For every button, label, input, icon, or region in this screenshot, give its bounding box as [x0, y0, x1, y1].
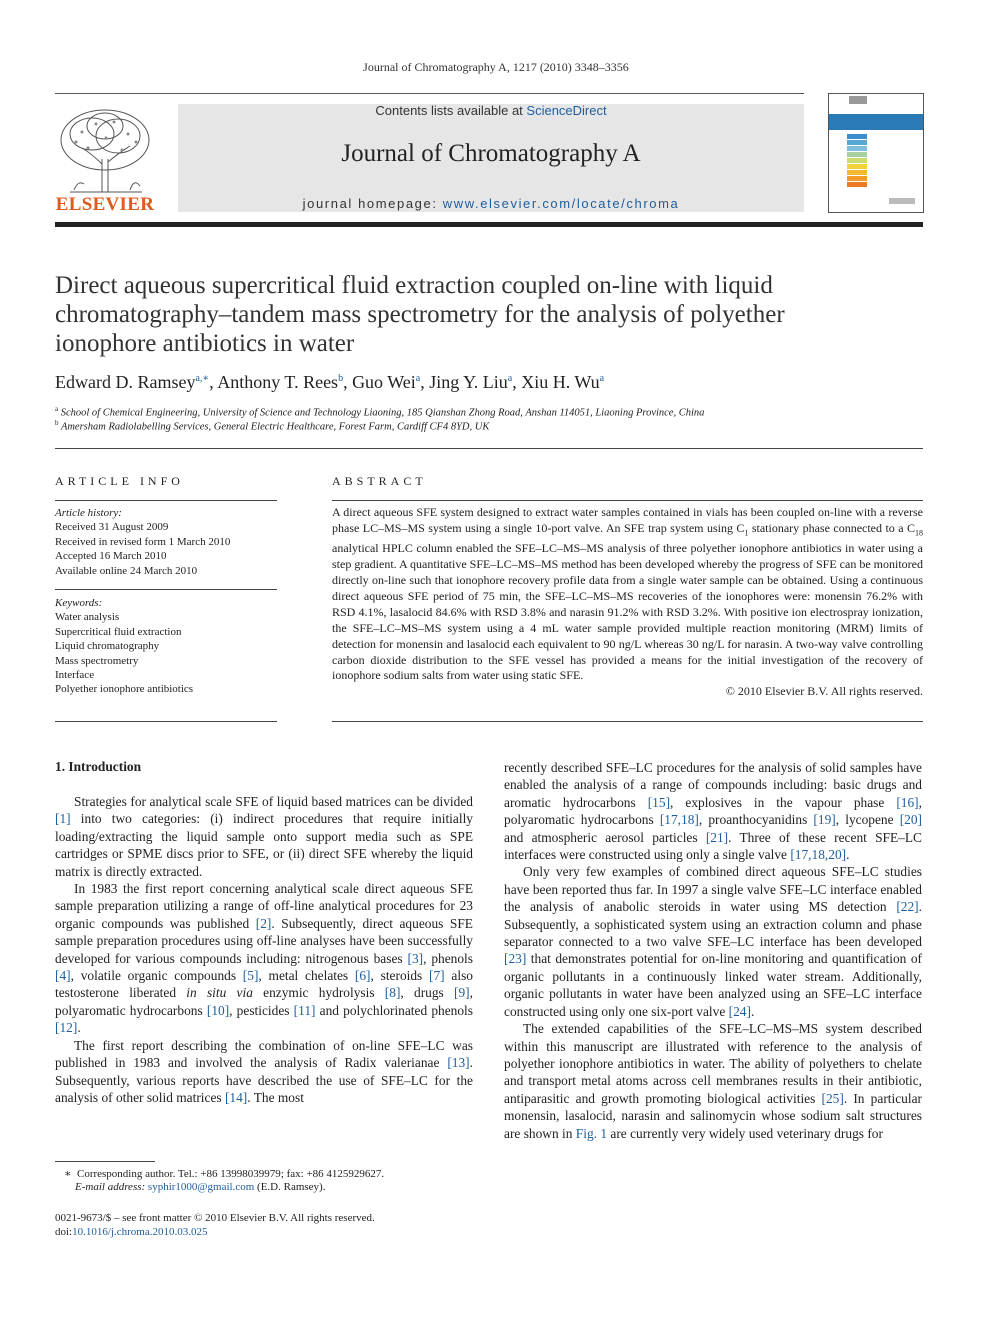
reference-link[interactable]: [1] [55, 811, 71, 827]
contents-availability [178, 103, 804, 118]
keyword: Interface [55, 669, 95, 682]
reference-link[interactable]: [3] [407, 950, 424, 966]
body-text: and polychlorinated phenols [315, 1002, 473, 1018]
section-divider [55, 448, 923, 449]
reference-link[interactable]: [22] [896, 899, 919, 915]
history-item: Accepted 16 March 2010 [55, 550, 167, 563]
article-info-heading: ARTICLE INFO [55, 474, 184, 488]
journal-name: Journal of Chromatography A [341, 140, 641, 167]
journal-citation: Journal of Chromatography A, 1217 (2010) 3348–3356 [363, 60, 629, 74]
body-text: . The most [247, 1089, 304, 1105]
body-text: , metal chelates [258, 968, 355, 984]
author: Edward D. Ramsey$^{a,∗}$, [55, 372, 218, 392]
reference-link[interactable]: [7] [429, 968, 445, 984]
body-text: . In particular monensin, lasalocid, narasin and salinomycin whose sodium salt structures are shown in [504, 1090, 922, 1141]
body-text: . Three of these recent SFE–LC interfaces were constructed using only a single valve [504, 829, 922, 863]
reference-link[interactable]: [16] [896, 794, 919, 810]
reference-link[interactable]: [4] [55, 968, 71, 984]
reference-link[interactable]: [14] [224, 1089, 248, 1105]
body-text: . [846, 847, 850, 863]
body-text: that demonstrates potential for on-line monitoring and quantification of organic pollutants in a continuously linked water stream. Additionally, organic pollutants in water have been analyzed using an SFE–LC interface constructed using only one six-port valve [504, 951, 922, 1019]
history-item: Received 31 August 2009 [55, 521, 169, 534]
reference-link[interactable]: [17,18] [659, 812, 699, 828]
body-right-column [504, 759, 922, 1142]
reference-link[interactable]: [25] [821, 1090, 844, 1106]
issn-line: 0021-9673/$ – see front matter © 2010 Elsevier B.V. All rights reserved. [55, 1212, 375, 1224]
doi-line: doi:10.1016/j.chroma.2010.03.025 [55, 1226, 208, 1238]
body-paragraph [504, 863, 922, 1020]
body-text: In 1983 the first report concerning analytical scale direct aqueous SFE sample preparation utilizing a range of off-line analytical procedures for 23 organic compounds was published [55, 881, 473, 931]
body-text: The first report describing the combination of on-line SFE–LC was published in 1983 and involved the analysis of Radix valerianae [55, 1037, 473, 1071]
keyword: Supercritical fluid extraction [55, 625, 182, 638]
article-info-bottom-rule [55, 721, 277, 722]
body-text: , drugs [400, 985, 455, 1001]
title-line: ionophore antibiotics in water [55, 330, 355, 357]
reference-link[interactable]: [5] [242, 968, 259, 984]
sciencedirect-link[interactable]: ScienceDirect [526, 103, 607, 118]
article-title [55, 271, 915, 358]
affiliation: $^b$ Amersham Radiolabelling Services, General Electric Healthcare, Forest Farm, Cardiff CF4 8YD, UK [55, 419, 490, 433]
body-left-column [55, 793, 473, 1106]
corresponding-footnote: ∗ Corresponding author. Tel.: +86 13998039979; fax: +86 4125929627. [64, 1168, 385, 1180]
article-info-rule [55, 500, 277, 501]
body-text: . [77, 1020, 81, 1036]
reference-link[interactable]: [8] [384, 985, 401, 1001]
body-paragraph [504, 1020, 922, 1142]
body-text: , explosives in the vapour phase [670, 794, 897, 810]
reference-link[interactable]: [11] [293, 1002, 316, 1018]
copyright: © 2010 Elsevier B.V. All rights reserved. [725, 684, 923, 699]
body-text: , volatile organic compounds [70, 968, 243, 984]
body-text: , lycopene [835, 812, 900, 828]
history-item: Received in revised form 1 March 2010 [55, 535, 231, 548]
author: Xiu H. Wu$^a$ [521, 372, 605, 392]
body-paragraph [55, 880, 473, 1037]
body-text: , pesticides [229, 1002, 294, 1018]
homepage-prefix: journal homepage: [302, 196, 443, 211]
body-text: are currently very widely used veterinary drugs for [607, 1125, 883, 1141]
body-text: The extended capabilities of the SFE–LC–MS–MS system described within this manuscript are illustrated with reference to the analysis of polyether ionophore antibiotics in water. The ability of polyethers to chelate and transport metal atoms across cell membranes results in their antibiotic, antiparasitic and growth promoting biological activities [504, 1021, 922, 1106]
body-text: , polyaromatic hydrocarbons [504, 794, 922, 828]
reference-link[interactable]: [20] [899, 812, 922, 828]
body-text: Only very few examples of combined direct aqueous SFE–LC studies have been reported thus far. In 1997 a single valve SFE–LC interface enabled the analysis of anabolic steroids in water using MS detection [504, 864, 922, 915]
reference-link[interactable]: [17,18,20] [790, 847, 847, 863]
article-history [55, 506, 277, 578]
body-text: . [750, 1003, 755, 1019]
author: Jing Y. Liu$^a$, [429, 372, 522, 392]
keyword: Liquid chromatography [55, 640, 160, 653]
homepage-link[interactable]: www.elsevier.com/locate/chroma [442, 196, 680, 211]
body-text: , proanthocyanidins [698, 812, 814, 828]
keywords-rule [55, 589, 277, 590]
footnote-rule [55, 1161, 155, 1162]
reference-link[interactable]: [23] [504, 951, 527, 967]
reference-link[interactable]: [21] [705, 829, 729, 845]
body-text: , steroids [370, 968, 430, 984]
reference-link[interactable]: [19] [813, 812, 836, 828]
abstract-text: A direct aqueous SFE system designed to extract water samples contained in vials has been coupled on-line with a reverse phase LC–MS–MS system using a single 10-port valve. An SFE trap system using $C_1$ stationary phase connected to a $C_{18}$ analytical HPLC column enabled the SFE–LC–MS–MS analysis of three polyether ionophore antibiotics in water using a step gradient. A quantitative SFE–LC–MS–MS method has been developed whereby the progress of SFE can be monitored directly on-line such that ionophore recovery profile data from a single water sample can be obtained. Using a continuous direct aqueous SFE period of 75 min, the SFE–LC–MS–MS recoveries of the ionophores were: monensin 76.2% with RSD 4.1%, lasalocid 84.6% with RSD 3.8% and narasin 91.2% with RSD 3.2%. With positive ion electrospray ionization, the SFE–LC–MS–MS system using a 4 mL water sample provided multiple reaction monitoring (MRM) limits of detection for monensin and lasalocid each equivalent to 90 ng/L whereas 30 ng/L for narasin. A two-way valve controlling carbon dioxide distribution to the SFE vessel has provided a means for the initial investigation of the recovery of ionophore sodium salts from water using static SFE. © 2010 Elsevier B.V. All rights reserved. [332, 505, 923, 699]
reference-link[interactable]: [13] [447, 1055, 470, 1071]
reference-link[interactable]: [15] [647, 794, 671, 810]
author-list [55, 372, 915, 393]
author: Anthony T. Rees$^b$, [217, 372, 353, 392]
journal-cover-thumbnail [828, 93, 924, 213]
header-bottom-rule [55, 222, 923, 227]
reference-link[interactable]: [10] [206, 1002, 230, 1018]
doi-link[interactable]: 10.1016/j.chroma.2010.03.025 [72, 1226, 208, 1238]
keyword: Water analysis [55, 611, 120, 624]
body-text: also testosterone liberated [55, 968, 473, 1001]
body-paragraph [55, 1037, 473, 1107]
reference-link[interactable]: [2] [255, 915, 272, 931]
history-label: Article history: [55, 507, 122, 519]
reference-link[interactable]: [12] [55, 1020, 78, 1036]
history-item: Available online 24 March 2010 [55, 564, 198, 577]
body-text: , polyaromatic hydrocarbons [55, 985, 473, 1018]
title-line: Direct aqueous supercritical fluid extraction coupled on-line with liquid [55, 272, 773, 299]
body-paragraph [504, 759, 922, 863]
affiliation: $^a$ School of Chemical Engineering, University of Science and Technology Liaoning, 185 Qianshan Zhong Road, Anshan 114051, Liaoning Province, China [55, 405, 705, 419]
header-top-rule [55, 93, 804, 94]
email-link[interactable]: syphir1000@gmail.com [147, 1181, 255, 1193]
journal-homepage [178, 196, 804, 211]
body-text: in situ via [186, 985, 253, 1001]
keyword: Polyether ionophore antibiotics [55, 683, 194, 696]
keywords [55, 596, 277, 697]
body-text: . Subsequently, direct aqueous SFE sample preparation procedures using off-line analyses have been successfully developed for various compounds including: nitrogenous bases [55, 915, 473, 966]
keywords-label: Keywords: [55, 597, 103, 609]
elsevier-wordmark: ELSEVIER [55, 194, 155, 215]
body-text: recently described SFE–LC procedures for the analysis of solid samples have enabled the analysis of a range of compounds including: basic drugs and aromatic hydrocarbons [504, 760, 922, 810]
reference-link[interactable]: [24] [728, 1003, 751, 1019]
body-text: and atmospheric aerosol particles [504, 829, 706, 845]
keyword: Mass spectrometry [55, 654, 139, 667]
body-paragraph [55, 793, 473, 880]
abstract-bottom-rule [332, 721, 923, 722]
body-text: enzymic hydrolysis [252, 985, 385, 1001]
title-line: chromatography–tandem mass spectrometry for the analysis of polyether [55, 301, 785, 328]
email-footnote: E-mail address: syphir1000@gmail.com (E.D. Ramsey). [75, 1181, 326, 1193]
section-heading: 1. Introduction [55, 759, 142, 774]
reference-link[interactable]: [6] [354, 968, 371, 984]
reference-link[interactable]: [9] [454, 985, 470, 1001]
body-text: into two categories: (i) indirect procedures that require initially loading/extracting the liquid sample onto support media such as SPE cartridges or SPME discs prior to SFE, or (ii) direct SFE whereby the liquid matrix is directly extracted. [55, 811, 473, 879]
author: Guo Wei$^a$, [352, 372, 430, 392]
body-text: , phenols [423, 950, 473, 966]
body-text: Strategies for analytical scale SFE of liquid based matrices can be divided [74, 794, 473, 809]
abstract-rule [332, 500, 923, 501]
abstract-heading: ABSTRACT [332, 474, 427, 488]
body-text: . Subsequently, various reports have described the use of SFE–LC for the analysis of other solid matrices [55, 1055, 473, 1105]
body-text: . Subsequently, a sophisticated system using an extraction column and phase separator connected to a two valve SFE–LC interface has been developed [504, 899, 922, 950]
reference-link[interactable]: Fig. 1 [575, 1125, 608, 1141]
contents-prefix: Contents lists available at [375, 103, 527, 118]
